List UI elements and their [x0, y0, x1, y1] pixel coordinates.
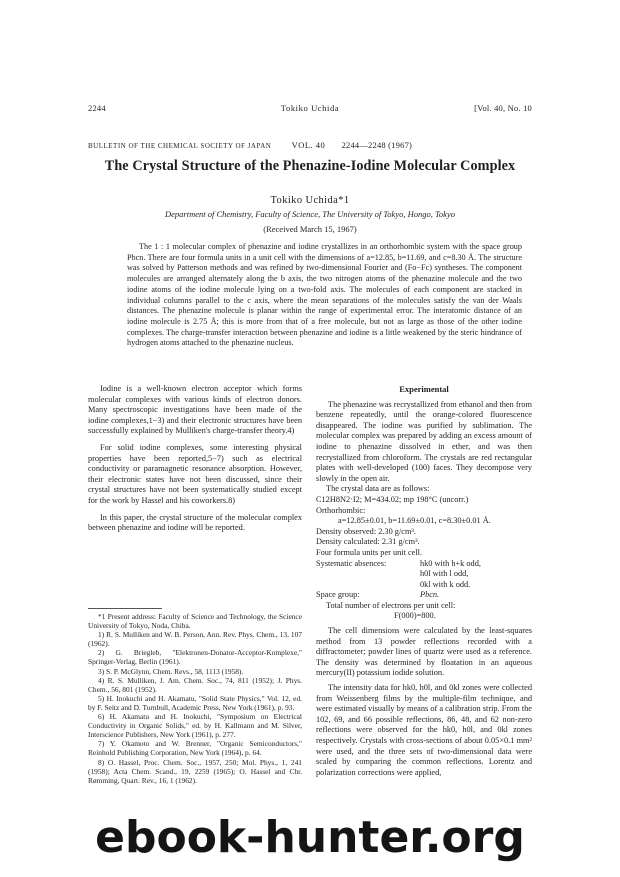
intro-paragraph: Iodine is a well-known electron acceptor which forms molecular complexes with various kinds of electron donors. Many spectroscopic investigations have been made of the iodine complexes,1−3) and their electronic structures have been successfully explained by Mulliken's charge-transfer theory.4) [88, 384, 302, 436]
absence-condition: h0l with l odd, [420, 569, 469, 579]
f000-value: F(000)=800. [394, 611, 436, 621]
footnote: 4) R. S. Mulliken, J. Am. Chem. Soc., 74, 811 (1952); J. Phys. Chem., 56, 801 (1952). [88, 675, 302, 694]
intro-paragraph: For solid iodine complexes, some interesting physical properties have been reported,5−7) such as electrical conductivity or paramagnetic resonance absorption. However, their electronic states have not been discussed, since their crystal structures have not been systematically studied except for the work by Hassel and his coworkers.8) [88, 442, 302, 505]
affiliation: Department of Chemistry, Faculty of Science, The University of Tokyo, Hongo, Tokyo [165, 209, 455, 219]
systematic-absence-row [316, 559, 532, 570]
footnote: 2) G. Briegleb, "Elektronen-Donator-Acceptor-Komplexe," Springer-Verlag, Berlin (1961). [88, 648, 302, 667]
space-group-row [316, 590, 532, 601]
space-group-value: Pbcn. [420, 590, 440, 600]
paper-author: Tokiko Uchida*1 [270, 195, 350, 206]
introduction [88, 384, 302, 535]
footnote: *1 Present address: Faculty of Science and Technology, the Science University of Tokyo, Noda, Chiba. [88, 612, 302, 631]
watermark: ebook-hunter.org [95, 812, 525, 863]
experimental-section [316, 384, 532, 778]
electrons-line: Total number of electrons per unit cell: [326, 600, 456, 610]
footnote: 5) H. Inokuchi and H. Akamatu, "Solid State Physics," Vol. 12, ed. by F. Seitz and D. Turnbull, Academic Press, New York (1961), p. 93. [88, 693, 302, 712]
systematic-absence-row [316, 569, 532, 580]
footnotes [88, 612, 302, 785]
footnote: 8) O. Hassel, Proc. Chem. Soc., 1957, 250; Mol. Phys., 1, 241 (1958); Acta Chem. Scand., 19, 2259 (1965); O. Hassel and Chr. Rømming, Quart. Rev., 16, 1 (1962). [88, 757, 302, 785]
footnote: 6) H. Akamatu and H. Inokuchi, "Symposium on Electrical Conductivity in Organic Solids," ed. by H. Kallmann and M. Silver, Interscience Publishers, New York (1961), p. 277. [88, 712, 302, 740]
journal-name: BULLETIN OF THE CHEMICAL SOCIETY OF JAPAN [88, 142, 272, 150]
abstract [127, 242, 522, 349]
formula-units: Four formula units per unit cell. [316, 547, 422, 557]
absences-label: Systematic absences: [316, 558, 387, 568]
experimental-paragraph: The phenazine was recrystallized from ethanol and then from benzene repeatedly, until the orange-colored fluorescence disappeared. The iodine was purified by sublimation. The molecular complex was prepared by adding an excess amount of iodine to phenazine dissolved in ether, and was then recrystallized from chloroform. The crystals are red rectangular plates with well-developed (100) faces. They decompose very slowly in the open air. [316, 399, 532, 483]
journal-pages: 2244—2248 (1967) [341, 140, 413, 150]
cell-dimensions: a=12.85±0.01, b=11.69±0.01, c=8.30±0.01 Å. [338, 516, 491, 526]
absence-condition: 0kl with k odd. [420, 579, 471, 589]
absence-condition: hk0 with h+k odd, [420, 558, 481, 568]
received-date: (Received March 15, 1967) [263, 224, 357, 234]
footnote: 7) Y. Okamoto and W. Brenner, "Organic Semiconductors," Reinhold Publishing Corporation, New York (1964), p. 64. [88, 739, 302, 758]
systematic-absence-row [316, 580, 532, 591]
footnote: 3) S. P. McGlynn, Chem. Revs., 58, 1113 (1958). [98, 666, 244, 676]
running-author: Tokiko Uchida [280, 103, 340, 113]
formula-line: C12H8N2·I2; M=434.02; mp 198°C (uncorr.) [316, 494, 469, 504]
crystal-data [316, 484, 532, 622]
density-calculated: Density calculated: 2.31 g/cm³. [316, 537, 420, 547]
running-volume: [Vol. 40, No. 10 [474, 103, 532, 113]
experimental-paragraph: The cell dimensions were calculated by the least-squares method from 13 powder reflections recorded with a diffractometer; powder lines of quartz were used as a reference. The density was determined by floatation in an aqueous mercury(II) potassium iodide solution. [316, 626, 532, 678]
crystal-data-intro: The crystal data are as follows: [326, 484, 430, 494]
space-group-label: Space group: [316, 590, 360, 600]
crystal-system: Orthorhombic: [316, 505, 366, 515]
abstract-text: The 1 : 1 molecular complex of phenazine and iodine crystallizes in an orthorhombic system with the space group Pbcn. There are four formula units in a unit cell with the dimensions of a=12.85, b=11.69, and c=8.30 Å. The structure was solved by Patterson methods and was refined by two-dimensional Fourier and (Fo−Fc) syntheses. The component molecules are arranged alternately along the b axis, the two nitrogen atoms of the phenazine molecule and the two iodine atoms of the iodine molecule lying on a two-fold axis. The molecules of each component are stacked in individual columns parallel to the c axis, where the mean separations of the molecules satisfy the van der Waals distances. The phenazine molecule is planar within the range of experimental error. The interatomic distance of an iodine molecule is 2.75 Å; this is more from that of a free molecule, but not as large as those of the other iodine complexes. The charge-transfer interaction between phenazine and iodine is a little weakened by the steric hindrance of hydrogen atoms attached to the phenazine nucleus. [127, 242, 522, 348]
journal-line [88, 140, 538, 150]
paper-title: The Crystal Structure of the Phenazine-Iodine Molecular Complex [104, 158, 516, 174]
section-heading: Experimental [399, 384, 449, 394]
intro-paragraph: In this paper, the crystal structure of the molecular complex between phenazine and iodine will be reported. [88, 512, 302, 533]
footnote: 1) R. S. Mulliken and W. B. Person, Ann. Rev. Phys. Chem., 13, 107 (1962). [88, 630, 302, 649]
footnote-divider [88, 608, 162, 609]
density-observed: Density observed: 2.30 g/cm³. [316, 526, 416, 536]
experimental-paragraph: The intensity data for hk0, h0l, and 0kl zones were collected from Weissenberg films by the multiple-film technique, and were estimated visually by means of a calibration strip. From the 102, 69, and 66 possible reflections, 86, 48, and 62 non-zero reflections were observed for the hk0, h0l, and 0kl zones respectively. Crystals with cross-sections of about 0.05×0.1 mm² were used, and the three sets of two-dimensional data were scaled by comparing the common reflections. Lorentz and polarization corrections were applied, [316, 683, 532, 777]
page-number: 2244 [88, 103, 106, 113]
journal-volume: VOL. 40 [291, 140, 326, 150]
